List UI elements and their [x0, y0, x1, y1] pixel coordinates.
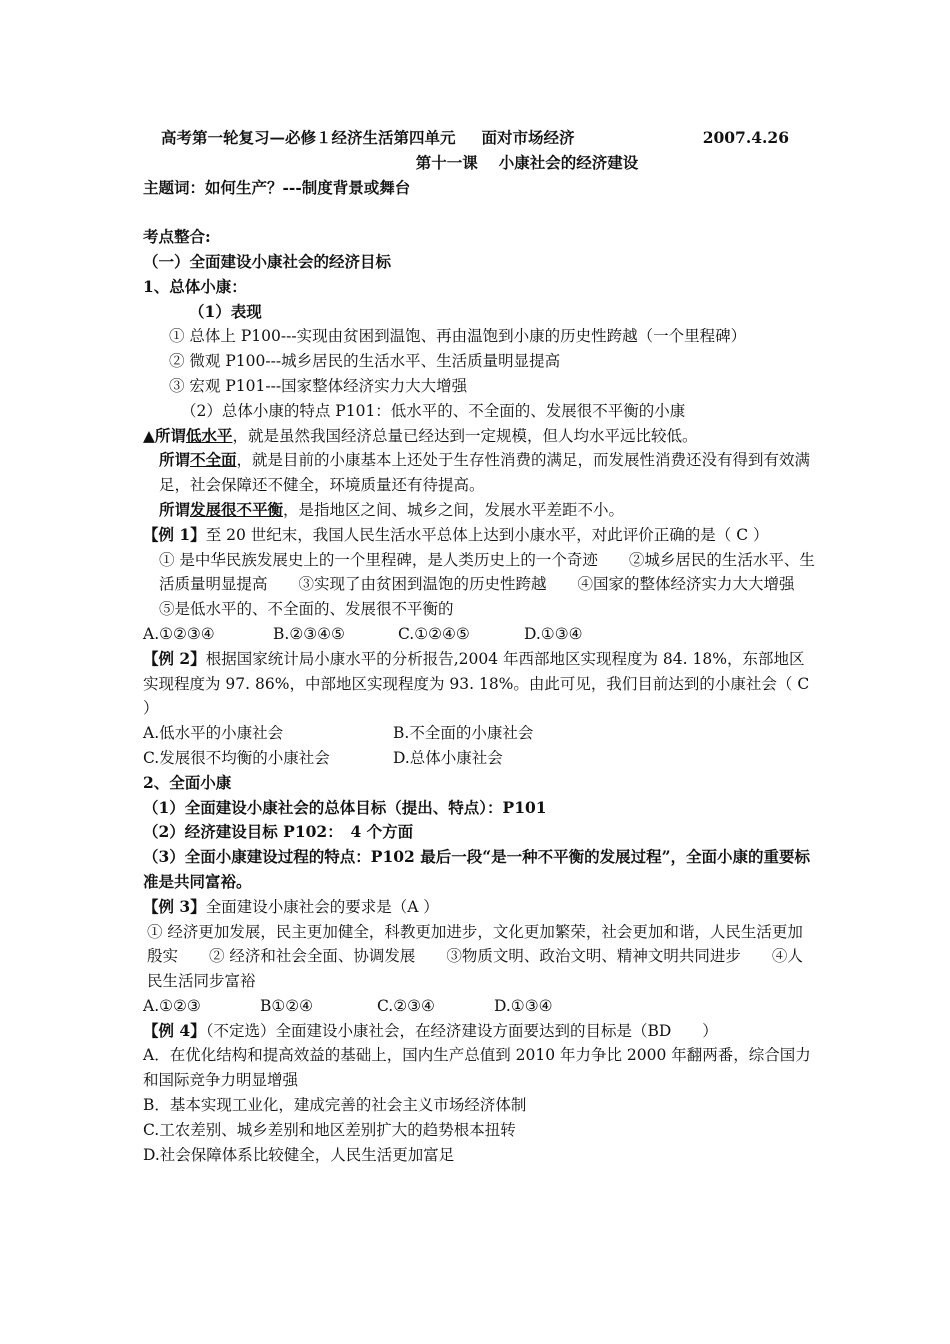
header-left: 高考第一轮复习—必修１经济生活第四单元 [161, 128, 456, 147]
example-1-statements: ① 是中华民族发展史上的一个里程碑，是人类历史上的一个奇迹 ②城乡居民的生活水平、生活质量明显提高 ③实现了由贫困到温饱的历史性跨越 ④国家的整体经济实力大大增强 ⑤是低水平的、不全面的、发展很不平衡的 [159, 550, 826, 619]
item-1: ① 总体上 P100---实现由贫困到温饱、再由温饱到小康的历史性跨越（一个里程碑） [169, 327, 747, 346]
note-incomplete: 所谓不全面，就是目前的小康基本上还处于生存性消费的满足，而发展性消费还没有得到有效满足，社会保障还不健全，环境质量还有待提高。 [159, 450, 811, 495]
theme-line: 主题词：如何生产？---制度背景或舞台 [143, 177, 411, 197]
example-4-option-b: B．基本实现工业化，建成完善的社会主义市场经济体制 [143, 1096, 527, 1115]
header-middle: 面对市场经济 [481, 128, 575, 147]
page-header [143, 126, 815, 151]
document-content [143, 126, 826, 1167]
subsection-2-2: （2）经济建设目标 P102： 4 个方面 [143, 822, 414, 842]
example-2-options-row-2: C.发展很不均衡的小康社会 D.总体小康社会 [143, 748, 503, 767]
example-3-statements: ① 经济更加发展，民主更加健全，科教更加进步，文化更加繁荣，社会更加和谐，人民生活更加殷实 ② 经济和社会全面、协调发展 ③物质文明、政治文明、精神文明共同进步 ④人民生活同步富裕 [147, 922, 803, 991]
item-3: ③ 宏观 P101---国家整体经济实力大大增强 [169, 376, 468, 395]
header-date: 2007.4.26 [702, 128, 789, 147]
example-1-options: A.①②③④ B.②③④⑤ C.①②④⑤ D.①③④ [143, 624, 583, 643]
subsection-2-title: 2、全面小康 [143, 772, 232, 792]
subsection-1-2: （2）总体小康的特点 P101：低水平的、不全面的、发展很不平衡的小康 [181, 401, 686, 420]
example-1-question: 【例 1】至 20 世纪末，我国人民生活水平总体上达到小康水平，对此评价正确的是（ C ） [143, 524, 769, 544]
note-low-level: ▲所谓低水平，就是虽然我国经济总量已经达到一定规模，但人均水平远比较低。 [143, 425, 698, 445]
example-3-options: A.①②③ B①②④ C.②③④ D.①③④ [143, 996, 553, 1015]
subsection-1-title: 1、总体小康： [143, 276, 247, 296]
lesson-title: 第十一课 小康社会的经济建设 [415, 152, 639, 172]
example-2-question: 【例 2】根据国家统计局小康水平的分析报告,2004 年西部地区实现程度为 84. 18%，东部地区实现程度为 97. 86%，中部地区实现程度为 93. 18%。由此可见，我们目前达到的小康社会（ C ） [143, 648, 810, 718]
section-1-title: （一）全面建设小康社会的经济目标 [143, 251, 392, 271]
example-4-option-c: C.工农差别、城乡差别和地区差别扩大的趋势根本扭转 [143, 1120, 516, 1139]
note-unbalanced: 所谓发展很不平衡，是指地区之间、城乡之间，发展水平差距不小。 [159, 499, 625, 519]
subsection-2-1: （1）全面建设小康社会的总体目标（提出、特点）：P101 [143, 797, 547, 817]
example-4-option-a: A．在优化结构和提高效益的基础上，国内生产总值到 2010 年力争比 2000 年翻两番，综合国力和国际竞争力明显增强 [143, 1046, 811, 1090]
example-2-options-row-1: A.低水平的小康社会 B.不全面的小康社会 [143, 724, 534, 743]
subsection-1-1: （1）表现 [189, 301, 262, 321]
kaodian-heading: 考点整合: [143, 227, 211, 247]
example-4-option-d: D.社会保障体系比较健全，人民生活更加富足 [143, 1145, 455, 1164]
example-4-question: 【例 4】（不定选）全面建设小康社会，在经济建设方面要达到的目标是（BD ） [143, 1020, 718, 1040]
item-2: ② 微观 P100---城乡居民的生活水平、生活质量明显提高 [169, 352, 561, 371]
subsection-2-3: （3）全面小康建设过程的特点：P102 最后一段“是一种不平衡的发展过程”，全面小康的重要标准是共同富裕。 [143, 847, 811, 891]
example-3-question: 【例 3】全面建设小康社会的要求是（A ） [143, 896, 439, 916]
